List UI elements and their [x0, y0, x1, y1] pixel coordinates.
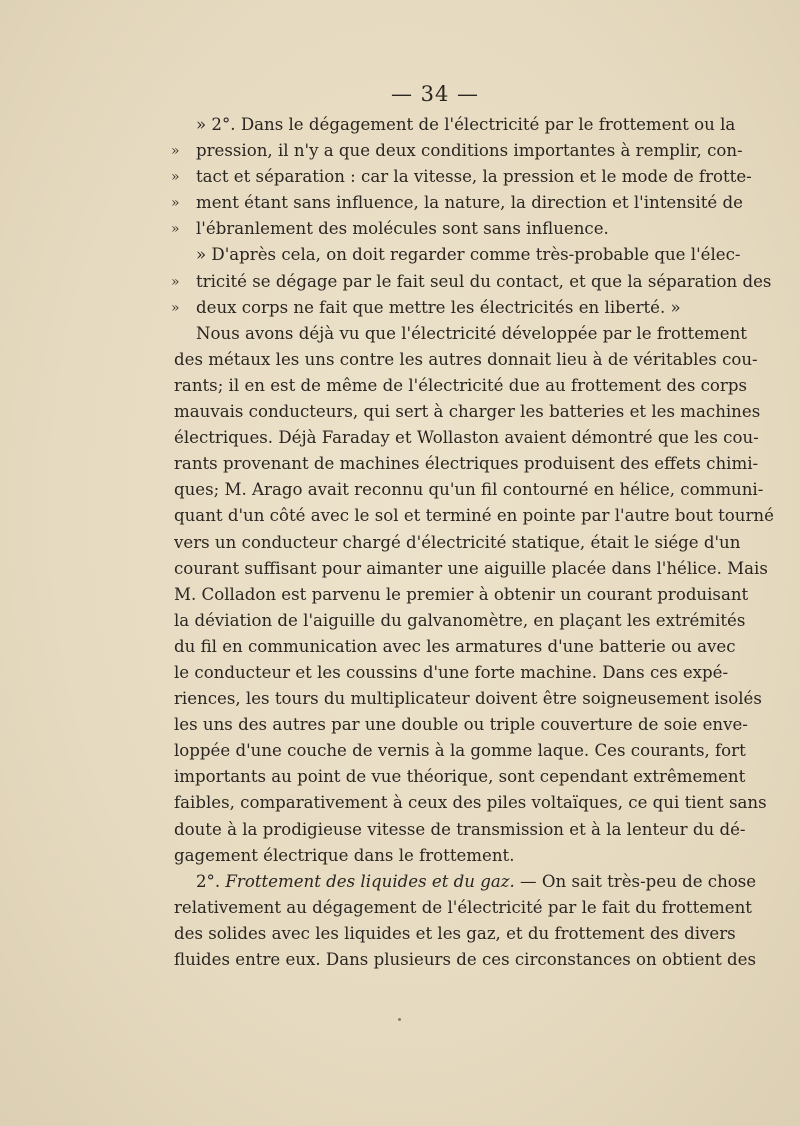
text-line: [174, 764, 746, 790]
text-line: [174, 947, 756, 973]
line-text: » 2°. Dans le dégagement de l'électricité par le frottement ou la: [196, 115, 736, 134]
line-text: des solides avec les liquides et les gaz, et du frottement des divers: [174, 923, 736, 943]
page-number: — 34 —: [390, 82, 480, 106]
line-text: Nous avons déjà vu que l'électricité développée par le frottement: [196, 323, 747, 343]
text-line: [171, 138, 743, 164]
text-line: [174, 921, 736, 947]
line-text: quant d'un côté avec le sol et terminé en pointe par l'autre bout tourné: [174, 506, 774, 526]
line-text: le conducteur et les coussins d'une forte machine. Dans ces expé-: [174, 662, 729, 682]
line-text: tricité se dégage par le fait seul du contact, et que la séparation des: [196, 271, 772, 291]
text-line: [174, 869, 757, 895]
text-line: [174, 477, 764, 503]
line-text: » D'après cela, on doit regarder comme très-probable que l'élec-: [196, 245, 741, 265]
text-line: [174, 686, 762, 712]
text-line: [174, 790, 767, 816]
line-text: rants; il en est de même de l'électricité due au frottement des corps: [174, 375, 747, 395]
text-line: [174, 373, 747, 399]
line-text: importants au point de vue théorique, sont cependant extrêmement: [174, 767, 746, 787]
text-line: [174, 321, 747, 347]
line-text: relativement au dégagement de l'électricité par le fait du frottement: [174, 897, 752, 917]
line-text: la déviation de l'aiguille du galvanomètre, en plaçant les extrémités: [174, 610, 746, 630]
text-line: [174, 608, 746, 634]
text-line: [174, 503, 774, 529]
text-line: [174, 425, 759, 451]
line-text: faibles, comparativement à ceux des piles voltaïques, ce qui tient sans: [174, 793, 767, 813]
guillemet-mark: »: [171, 169, 180, 186]
guillemet-mark: »: [171, 143, 180, 160]
line-text: ment étant sans influence, la nature, la direction et l'intensité de: [196, 193, 743, 213]
text-line: [174, 556, 768, 582]
paper-speck: [398, 1018, 401, 1021]
guillemet-mark: »: [171, 195, 180, 212]
guillemet-mark: »: [171, 221, 180, 238]
section-number: 2°.: [196, 871, 226, 891]
line-text: des métaux les uns contre les autres donnait lieu à de véritables cou-: [174, 349, 758, 369]
line-text: deux corps ne fait que mettre les électricités en liberté. »: [196, 297, 681, 317]
text-line: [174, 634, 736, 660]
text-line: [174, 399, 761, 425]
line-text: loppée d'une couche de vernis à la gomme laque. Ces courants, fort: [174, 741, 746, 761]
line-text: gagement électrique dans le frottement.: [174, 845, 515, 865]
line-text: ques; M. Arago avait reconnu qu'un fil contourné en hélice, communi-: [174, 480, 764, 500]
line-text: électriques. Déjà Faraday et Wollaston avaient démontré que les cou-: [174, 428, 759, 448]
section-heading: Frottement des liquides et du gaz.: [225, 871, 515, 891]
line-text: l'ébranlement des molécules sont sans influence.: [196, 219, 609, 239]
guillemet-mark: »: [171, 299, 180, 316]
line-text: fluides entre eux. Dans plusieurs de ces circonstances on obtient des: [174, 950, 756, 969]
body-text: [171, 112, 774, 973]
line-text: riences, les tours du multiplicateur doivent être soigneusement isolés: [174, 689, 762, 709]
line-text: vers un conducteur chargé d'électricité statique, était le siége d'un: [174, 532, 741, 552]
guillemet-mark: »: [171, 273, 180, 290]
text-line: [171, 190, 743, 216]
line-text: mauvais conducteurs, qui sert à charger les batteries et les machines: [174, 402, 761, 422]
text-line: [174, 660, 729, 686]
text-line: [174, 347, 758, 373]
text-line: [174, 582, 749, 608]
line-text: doute à la prodigieuse vitesse de transmission et à la lenteur du dé-: [174, 819, 746, 839]
text-line: [174, 817, 746, 843]
text-line: [174, 738, 746, 764]
text-line: [174, 451, 759, 477]
text-line: [171, 269, 772, 295]
text-line: [174, 530, 741, 556]
text-line: [171, 216, 714, 242]
line-text: M. Colladon est parvenu le premier à obtenir un courant produisant: [174, 584, 749, 604]
text-line: [174, 843, 714, 869]
line-text: tact et séparation : car la vitesse, la pression et le mode de frotte-: [196, 167, 752, 187]
text-line: [174, 895, 752, 921]
text-line: [174, 112, 736, 138]
line-text: pression, il n'y a que deux conditions importantes à remplir, con-: [196, 141, 743, 161]
line-text: les uns des autres par une double ou triple couverture de soie enve-: [174, 715, 748, 735]
line-text: courant suffisant pour aimanter une aiguille placée dans l'hélice. Mais: [174, 558, 768, 578]
line-text: — On sait très-peu de chose: [514, 871, 757, 891]
text-line: [174, 712, 748, 738]
line-text: rants provenant de machines électriques produisent des effets chimi-: [174, 454, 759, 474]
text-line: [171, 164, 752, 190]
text-line: [171, 295, 714, 321]
text-line: [174, 242, 741, 268]
line-text: du fil en communication avec les armatures d'une batterie ou avec: [174, 636, 736, 656]
